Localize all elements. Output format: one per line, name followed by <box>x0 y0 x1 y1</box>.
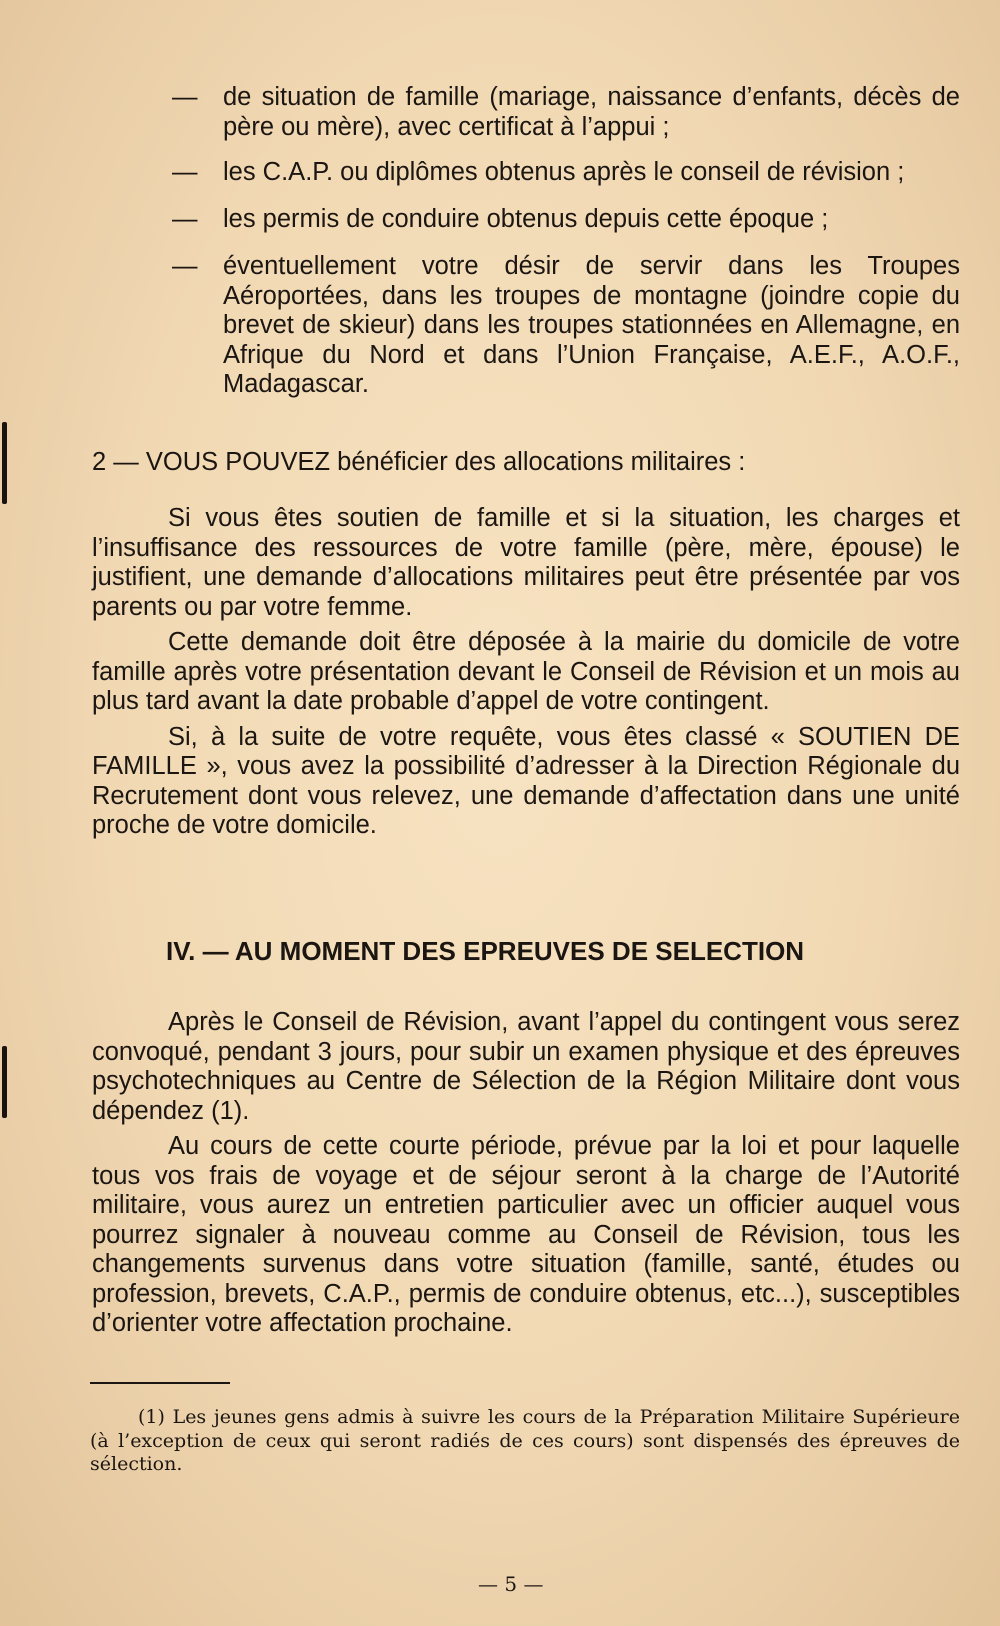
section-2-body <box>92 504 960 841</box>
list-item-text: de situation de famille (mariage, naissance d’enfants, décès de père ou mère), avec certificat à l’appui ; <box>223 83 960 141</box>
paragraph: Si, à la suite de votre requête, vous êtes classé « SOUTIEN DE FAMILLE », vous avez la possibilité d’adresser à la Direction Régionale du Recrutement dont vous relevez, une demande d’affectation dans une unité proche de votre domicile. <box>92 722 960 839</box>
list-item <box>92 83 960 142</box>
footnote: (1) Les jeunes gens admis à suivre les cours de la Préparation Militaire Supérieure (à l’exception de ceux qui seront radiés de ces cours) sont dispensés des épreuves de sélection. <box>90 1406 960 1475</box>
list-item <box>92 205 960 235</box>
binding-mark <box>2 1046 7 1118</box>
list-item <box>92 158 960 188</box>
section-4-body <box>92 1008 960 1339</box>
section-4-heading: IV. — AU MOMENT DES EPREUVES DE SELECTION <box>166 936 805 966</box>
section-heading-rest: bénéficier des allocations militaires : <box>330 448 746 476</box>
section-caps: VOUS POUVEZ <box>145 448 331 476</box>
list-item-text: les C.A.P. ou diplômes obtenus après le conseil de révision ; <box>223 158 905 186</box>
section-2-heading <box>92 448 745 478</box>
paragraph: Après le Conseil de Révision, avant l’appel du contingent vous serez convoqué, pendant 3 jours, pour subir un examen physique et des épreuves psychotechniques au Centre de Sélection de la Région Militaire dont vous dépendez (1). <box>92 1008 960 1125</box>
list-item-text: les permis de conduire obtenus depuis cette époque ; <box>223 205 829 233</box>
paragraph: Au cours de cette courte période, prévue par la loi et pour laquelle tous vos frais de voyage et de séjour seront à la charge de l’Autorité militaire, vous aurez un entretien particulier avec un officier auquel vous pourrez signaler à nouveau comme au Conseil de Révision, tous les changements survenus dans votre situation (famille, santé, études ou profession, brevets, C.A.P., permis de conduire obtenus, etc...), susceptibles d’orienter votre affectation prochaine. <box>92 1132 960 1337</box>
list-dash: — <box>172 158 198 186</box>
list-item-text: éventuellement votre désir de servir dans les Troupes Aéroportées, dans les troupes de montagne (joindre copie du brevet de skieur) dans les troupes stationnées en Allemagne, en Afrique du Nord et dans l’Union Française, A.E.F., A.O.F., Madagascar. <box>223 252 960 398</box>
list-dash: — <box>172 83 198 111</box>
footnote-rule <box>90 1382 230 1384</box>
binding-mark <box>2 422 7 504</box>
paragraph: Cette demande doit être déposée à la mairie du domicile de votre famille après votre présentation devant le Conseil de Révision et un mois au plus tard avant la date probable d’appel de votre contingent. <box>92 628 960 715</box>
paragraph: Si vous êtes soutien de famille et si la situation, les charges et l’insuffisance des ressources de votre famille (père, mère, épouse) le justifient, une demande d’allocations militaires peut être présentée par vos parents ou par votre femme. <box>92 504 960 621</box>
section-number: 2 — <box>92 448 146 476</box>
list-dash: — <box>172 252 198 280</box>
list-item <box>92 252 960 400</box>
list-dash: — <box>172 205 198 233</box>
page-number: — 5 — <box>478 1572 544 1596</box>
